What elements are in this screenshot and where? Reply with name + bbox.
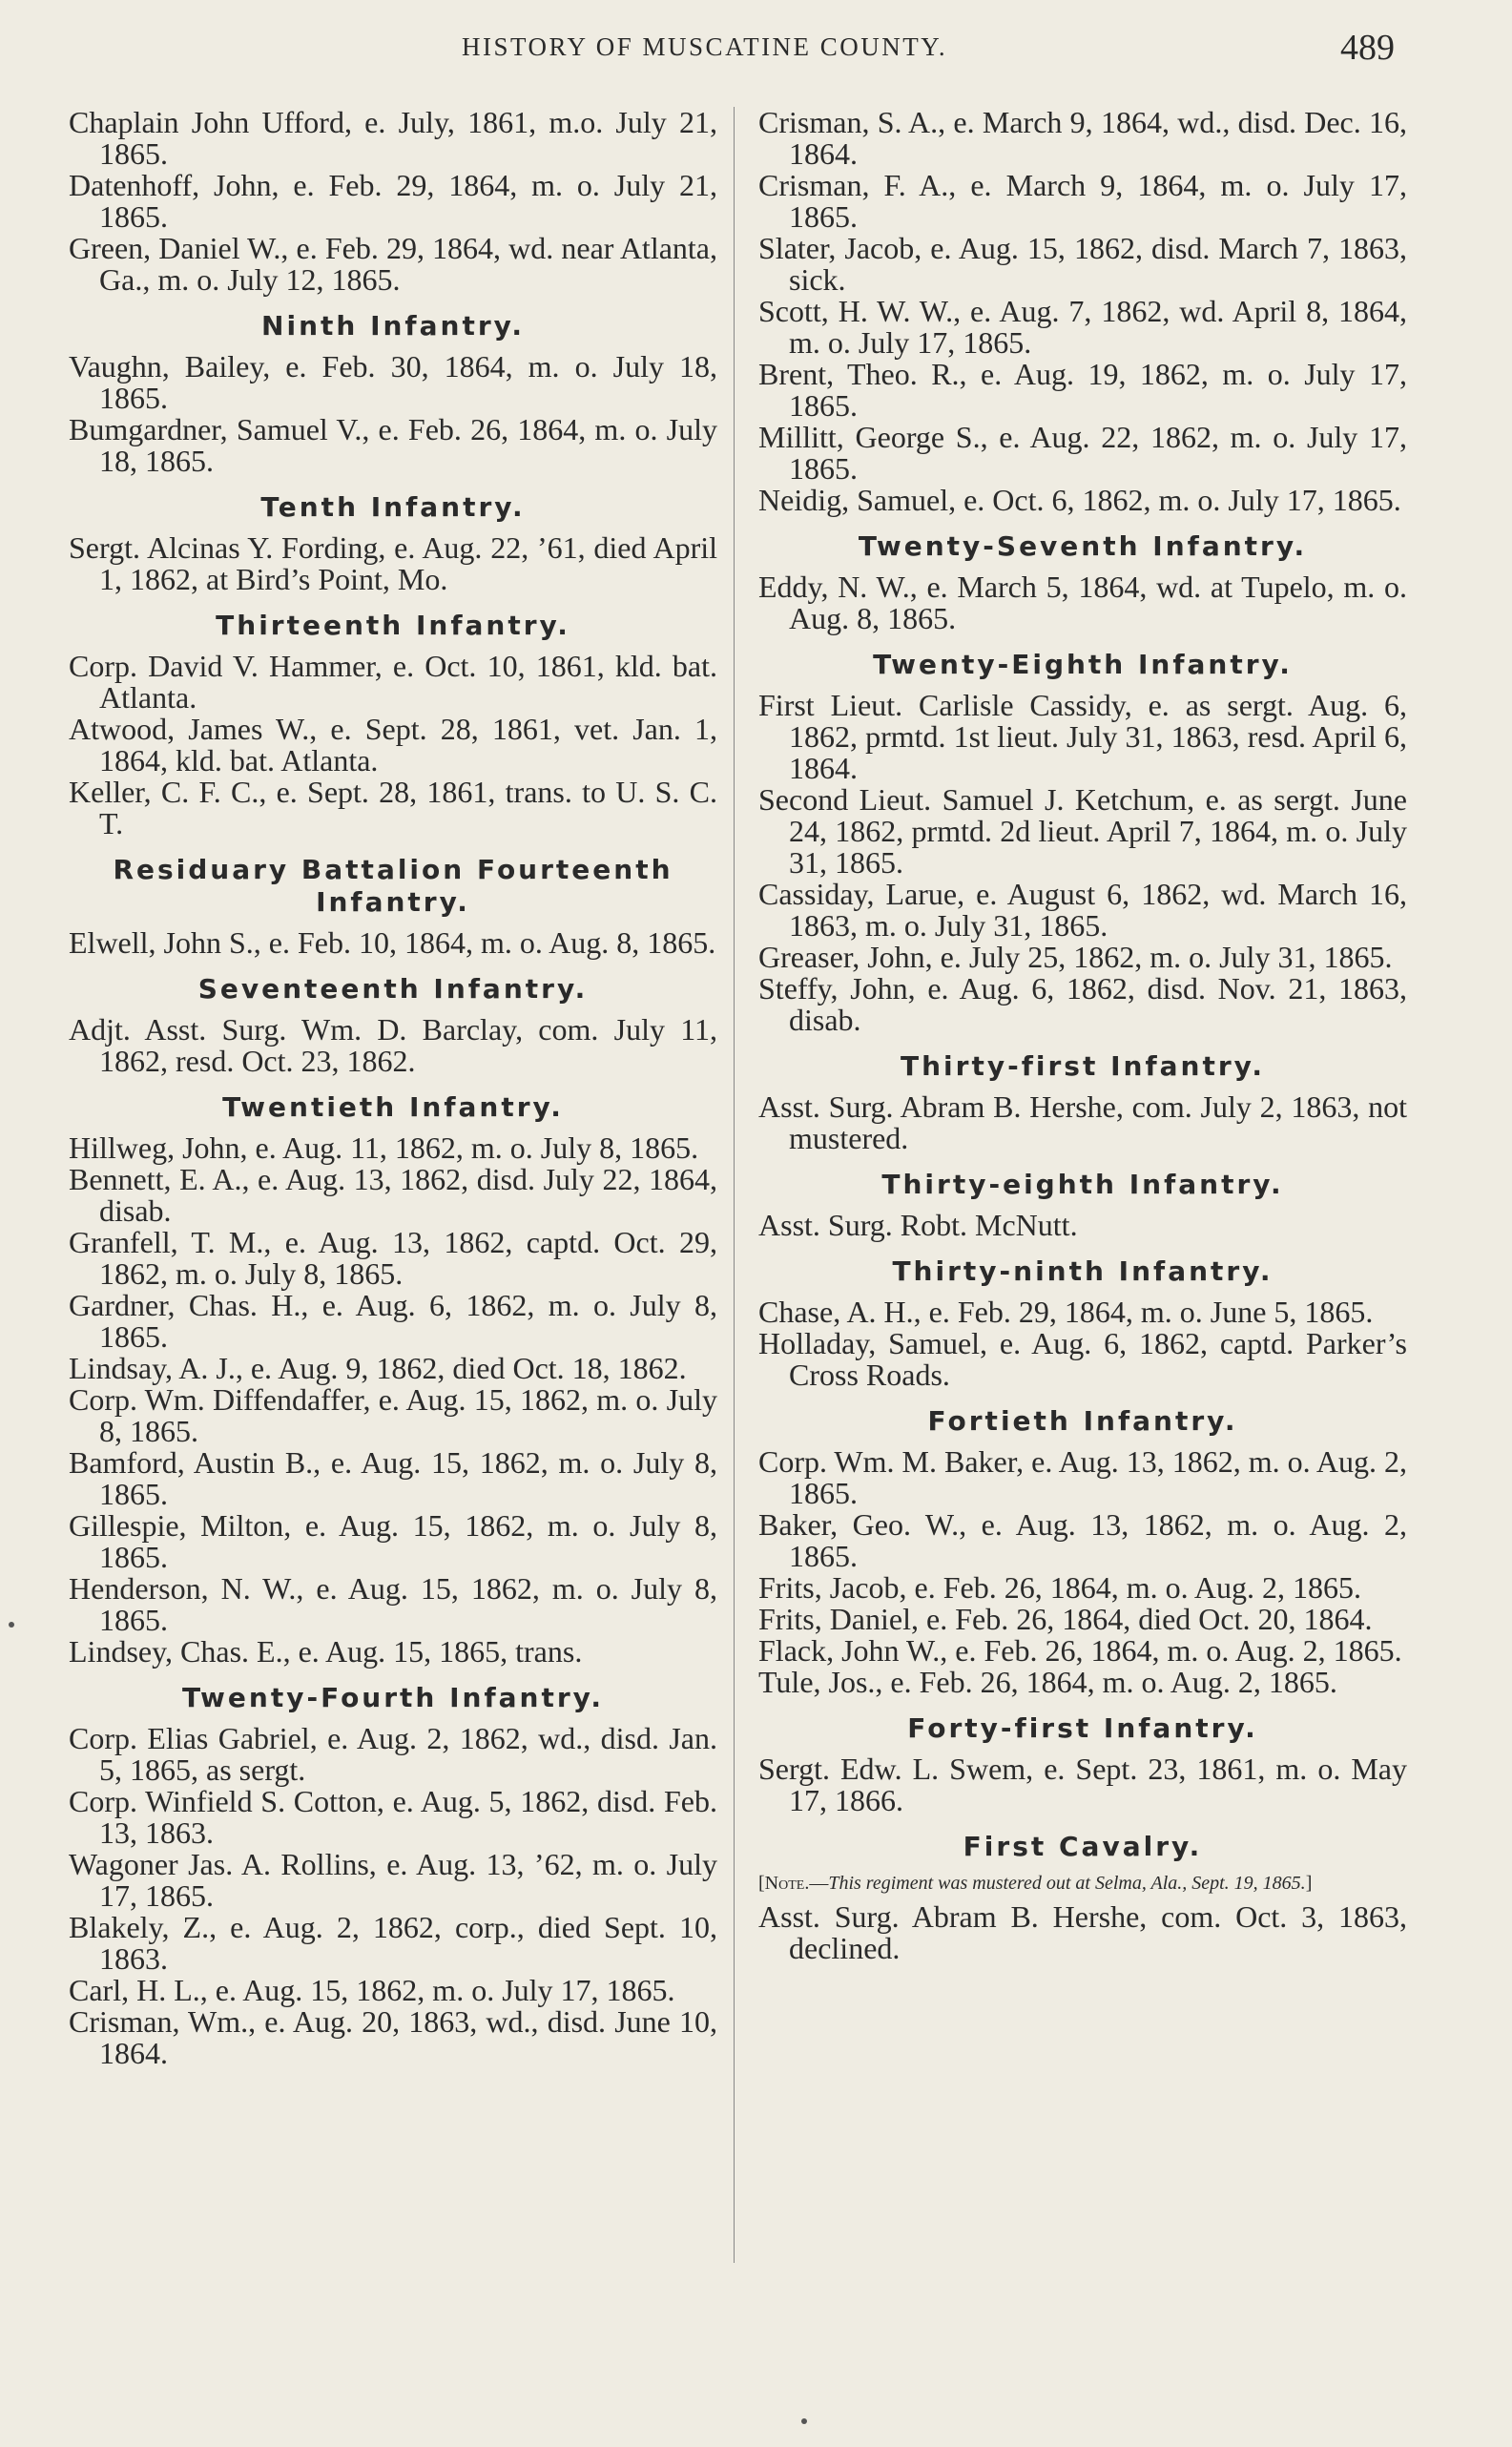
column-divider xyxy=(734,107,735,2263)
roster-entry: Flack, John W., e. Feb. 26, 1864, m. o. Aug. 2, 1865. xyxy=(758,1633,1402,1668)
section-heading: Twentieth Infantry. xyxy=(222,1091,564,1123)
roster-entry: Millitt, George S., e. Aug. 22, 1862, m. o. July 17, 1865. xyxy=(758,420,1407,486)
roster-entry: Wagoner Jas. A. Rollins, e. Aug. 13, ’62, m. o. July 17, 1865. xyxy=(69,1847,717,1913)
roster-entry: Gardner, Chas. H., e. Aug. 6, 1862, m. o. July 8, 1865. xyxy=(69,1288,717,1354)
section-heading: Thirteenth Infantry. xyxy=(216,610,570,641)
note-close: ] xyxy=(1305,1873,1313,1894)
section-heading-line: Residuary Battalion Fourteenth xyxy=(113,854,673,885)
roster-entry: Chase, A. H., e. Feb. 29, 1864, m. o. June 5, 1865. xyxy=(758,1295,1374,1329)
left-column xyxy=(69,107,717,2069)
roster-entry: Lindsey, Chas. E., e. Aug. 15, 1865, trans. xyxy=(69,1634,583,1669)
roster-entry: Hillweg, John, e. Aug. 11, 1862, m. o. July 8, 1865. xyxy=(69,1130,699,1165)
roster-entry: Holladay, Samuel, e. Aug. 6, 1862, captd. Parker’s Cross Roads. xyxy=(758,1326,1407,1392)
roster-entry: Green, Daniel W., e. Feb. 29, 1864, wd. near Atlanta, Ga., m. o. July 12, 1865. xyxy=(69,231,717,297)
section-heading: Twenty-Eighth Infantry. xyxy=(873,649,1293,680)
roster-entry: Greaser, John, e. July 25, 1862, m. o. July 31, 1865. xyxy=(758,940,1393,974)
section-heading: Fortieth Infantry. xyxy=(927,1405,1238,1437)
section-heading: Thirty-eighth Infantry. xyxy=(881,1169,1284,1200)
page-header xyxy=(0,28,1512,69)
roster-entry: Eddy, N. W., e. March 5, 1864, wd. at Tupelo, m. o. Aug. 8, 1865. xyxy=(758,570,1407,635)
roster-entry: Sergt. Edw. L. Swem, e. Sept. 23, 1861, m. o. May 17, 1866. xyxy=(758,1752,1407,1817)
roster-entry: Atwood, James W., e. Sept. 28, 1861, vet. Jan. 1, 1864, kld. bat. Atlanta. xyxy=(69,712,717,778)
roster-entry: Elwell, John S., e. Feb. 10, 1864, m. o. Aug. 8, 1865. xyxy=(69,925,716,960)
roster-entry: Crisman, F. A., e. March 9, 1864, m. o. July 17, 1865. xyxy=(758,168,1407,234)
running-title: HISTORY OF MUSCATINE COUNTY. xyxy=(462,32,948,61)
right-column xyxy=(758,107,1407,1964)
page-number: 489 xyxy=(1340,28,1395,68)
roster-entry: Henderson, N. W., e. Aug. 15, 1862, m. o. July 8, 1865. xyxy=(69,1571,717,1637)
roster-entry: Gillespie, Milton, e. Aug. 15, 1862, m. o. July 8, 1865. xyxy=(69,1508,717,1574)
roster-entry: Neidig, Samuel, e. Oct. 6, 1862, m. o. July 17, 1865. xyxy=(758,483,1401,517)
roster-entry: Datenhoff, John, e. Feb. 29, 1864, m. o. July 21, 1865. xyxy=(69,168,717,234)
section-heading: Thirty-first Infantry. xyxy=(901,1050,1265,1082)
roster-entry: Scott, H. W. W., e. Aug. 7, 1862, wd. April 8, 1864, m. o. July 17, 1865. xyxy=(758,294,1407,360)
roster-entry: Brent, Theo. R., e. Aug. 19, 1862, m. o. July 17, 1865. xyxy=(758,357,1407,423)
note-label: [Note.— xyxy=(758,1873,829,1894)
roster-entry: Slater, Jacob, e. Aug. 15, 1862, disd. March 7, 1863, sick. xyxy=(758,231,1407,297)
roster-entry: Chaplain John Ufford, e. July, 1861, m.o. July 21, 1865. xyxy=(69,105,717,171)
roster-entry: Corp. Wm. Diffendaffer, e. Aug. 15, 1862, m. o. July 8, 1865. xyxy=(69,1382,717,1448)
roster-entry: Baker, Geo. W., e. Aug. 13, 1862, m. o. Aug. 2, 1865. xyxy=(758,1507,1407,1573)
roster-entry: Bennett, E. A., e. Aug. 13, 1862, disd. July 22, 1864, disab. xyxy=(69,1162,717,1228)
roster-entry: First Lieut. Carlisle Cassidy, e. as sergt. Aug. 6, 1862, prmtd. 1st lieut. July 31, 1863, resd. April 6, 1864. xyxy=(758,688,1407,785)
roster-entry: Corp. Wm. M. Baker, e. Aug. 13, 1862, m. o. Aug. 2, 1865. xyxy=(758,1444,1407,1510)
note-text: This regiment was mustered out at Selma, Ala., Sept. 19, 1865. xyxy=(828,1873,1306,1894)
roster-entry: Blakely, Z., e. Aug. 2, 1862, corp., died Sept. 10, 1863. xyxy=(69,1910,717,1976)
roster-entry: Keller, C. F. C., e. Sept. 28, 1861, trans. to U. S. C. T. xyxy=(69,775,717,840)
section-heading-line: Infantry. xyxy=(316,886,470,918)
roster-entry: Second Lieut. Samuel J. Ketchum, e. as sergt. June 24, 1862, prmtd. 2d lieut. April 7, 1864, m. o. July 31, 1865. xyxy=(758,782,1407,880)
roster-entry: Carl, H. L., e. Aug. 15, 1862, m. o. July 17, 1865. xyxy=(69,1973,675,2007)
roster-entry: Crisman, Wm., e. Aug. 20, 1863, wd., disd. June 10, 1864. xyxy=(69,2004,717,2070)
roster-entry: Cassiday, Larue, e. August 6, 1862, wd. March 16, 1863, m. o. July 31, 1865. xyxy=(758,877,1407,943)
roster-entry: Frits, Daniel, e. Feb. 26, 1864, died Oct. 20, 1864. xyxy=(758,1602,1373,1636)
roster-entry: Corp. Elias Gabriel, e. Aug. 2, 1862, wd., disd. Jan. 5, 1865, as sergt. xyxy=(69,1721,717,1787)
section-heading: Tenth Infantry. xyxy=(260,491,526,523)
roster-entry: Asst. Surg. Abram B. Hershe, com. Oct. 3, 1863, declined. xyxy=(758,1899,1407,1965)
roster-entry: Granfell, T. M., e. Aug. 13, 1862, captd. Oct. 29, 1862, m. o. July 8, 1865. xyxy=(69,1225,717,1291)
roster-entry: Lindsay, A. J., e. Aug. 9, 1862, died Oct. 18, 1862. xyxy=(69,1351,687,1385)
roster-entry: Asst. Surg. Abram B. Hershe, com. July 2, 1863, not mustered. xyxy=(758,1089,1407,1155)
section-heading: Seventeenth Infantry. xyxy=(197,973,589,1005)
section-heading: Forty-first Infantry. xyxy=(907,1712,1258,1744)
roster-entry: Bumgardner, Samuel V., e. Feb. 26, 1864, m. o. July 18, 1865. xyxy=(69,412,717,478)
roster-entry: Bamford, Austin B., e. Aug. 15, 1862, m. o. July 8, 1865. xyxy=(69,1445,717,1511)
regiment-note xyxy=(758,1872,1407,1896)
roster-entry: Tule, Jos., e. Feb. 26, 1864, m. o. Aug. 2, 1865. xyxy=(758,1665,1337,1699)
roster-entry: Steffy, John, e. Aug. 6, 1862, disd. Nov. 21, 1863, disab. xyxy=(758,971,1407,1037)
roster-entry: Corp. David V. Hammer, e. Oct. 10, 1861, kld. bat. Atlanta. xyxy=(69,649,717,715)
roster-entry: Vaughn, Bailey, e. Feb. 30, 1864, m. o. July 18, 1865. xyxy=(69,349,717,415)
roster-entry: Corp. Winfield S. Cotton, e. Aug. 5, 1862, disd. Feb. 13, 1863. xyxy=(69,1784,717,1850)
section-heading: Twenty-Fourth Infantry. xyxy=(182,1682,604,1713)
section-heading: Ninth Infantry. xyxy=(261,310,525,342)
roster-entry: Asst. Surg. Robt. McNutt. xyxy=(758,1208,1078,1242)
section-heading: Twenty-Seventh Infantry. xyxy=(858,530,1308,562)
section-heading: Thirty-ninth Infantry. xyxy=(892,1255,1274,1287)
roster-entry: Sergt. Alcinas Y. Fording, e. Aug. 22, ’61, died April 1, 1862, at Bird’s Point, Mo. xyxy=(69,530,717,596)
roster-entry: Adjt. Asst. Surg. Wm. D. Barclay, com. July 11, 1862, resd. Oct. 23, 1862. xyxy=(69,1012,717,1078)
section-heading xyxy=(69,854,717,919)
roster-entry: Frits, Jacob, e. Feb. 26, 1864, m. o. Aug. 2, 1865. xyxy=(758,1570,1361,1605)
section-heading: First Cavalry. xyxy=(963,1831,1203,1862)
roster-entry: Crisman, S. A., e. March 9, 1864, wd., disd. Dec. 16, 1864. xyxy=(758,105,1407,171)
